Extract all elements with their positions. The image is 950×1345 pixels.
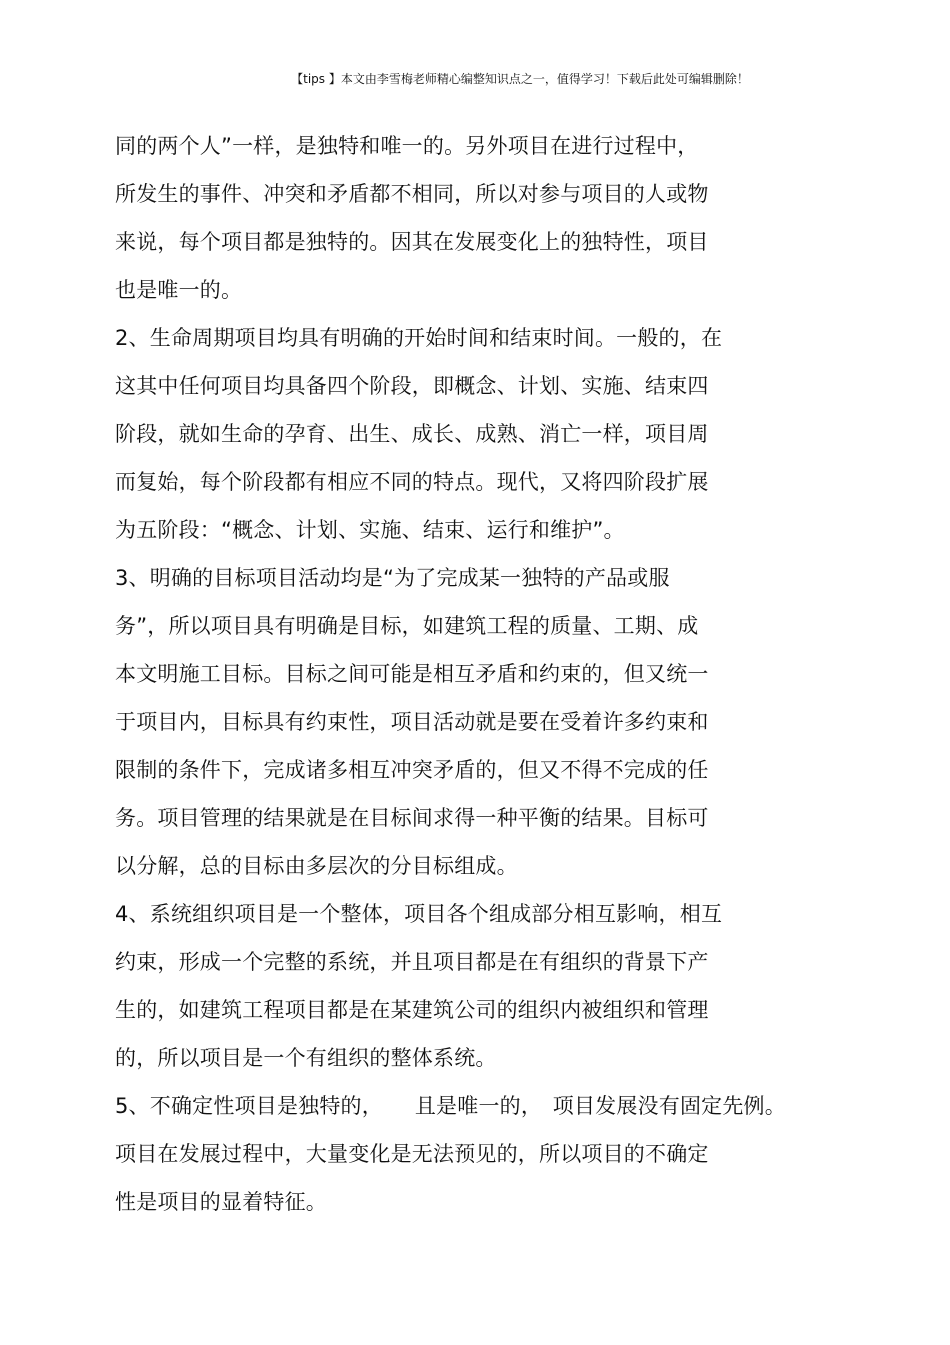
text-line: 性是项目的显着特征。: [115, 1190, 327, 1214]
text-line: 于项目内，目标具有约束性，项目活动就是要在受着许多约束和: [115, 710, 709, 734]
text-line: 务”，所以项目具有明确是目标，如建筑工程的质量、工期、成: [115, 614, 699, 638]
tip-header-text: 【tips 】本文由李雪梅老师精心编整知识点之一，值得学习！下载后此处可编辑删除！: [291, 72, 749, 86]
text-line: 为五阶段：“概念、计划、实施、结束、运行和维护”。: [115, 518, 625, 542]
text-line: 生的，如建筑工程项目都是在某建筑公司的组织内被组织和管理: [115, 998, 709, 1022]
text-line: 5、不确定性项目是独特的， 且是唯一的， 项目发展没有固定先例。: [115, 1094, 786, 1118]
text-line: 所发生的事件、冲突和矛盾都不相同，所以对参与项目的人或物: [115, 182, 709, 206]
text-line: 2、生命周期项目均具有明确的开始时间和结束时间。一般的，在: [115, 326, 723, 350]
body-text: [115, 122, 835, 1226]
text-line: 也是唯一的。: [115, 278, 243, 302]
text-line: 来说，每个项目都是独特的。因其在发展变化上的独特性，项目: [115, 230, 709, 254]
text-line: 以分解，总的目标由多层次的分目标组成。: [115, 854, 518, 878]
text-line: 项目在发展过程中，大量变化是无法预见的，所以项目的不确定: [115, 1142, 709, 1166]
text-line: 这其中任何项目均具备四个阶段，即概念、计划、实施、结束四: [115, 374, 709, 398]
text-line: 的，所以项目是一个有组织的整体系统。: [115, 1046, 497, 1070]
text-line: 本文明施工目标。目标之间可能是相互矛盾和约束的，但又统一: [115, 662, 709, 686]
text-line: 同的两个人”一样，是独特和唯一的。另外项目在进行过程中，: [115, 134, 699, 158]
text-line: 限制的条件下，完成诸多相互冲突矛盾的，但又不得不完成的任: [115, 758, 709, 782]
text-line: 务。项目管理的结果就是在目标间求得一种平衡的结果。目标可: [115, 806, 709, 830]
text-line: 约束，形成一个完整的系统，并且项目都是在有组织的背景下产: [115, 950, 709, 974]
text-line: 3、明确的目标项目活动均是“为了完成某一独特的产品或服: [115, 566, 670, 590]
text-line: 而复始，每个阶段都有相应不同的特点。现代，又将四阶段扩展: [115, 470, 709, 494]
text-line: 4、系统组织项目是一个整体，项目各个组成部分相互影响，相互: [115, 902, 723, 926]
tip-header: [0, 71, 950, 87]
text-line: 阶段，就如生命的孕育、出生、成长、成熟、消亡一样，项目周: [115, 422, 709, 446]
